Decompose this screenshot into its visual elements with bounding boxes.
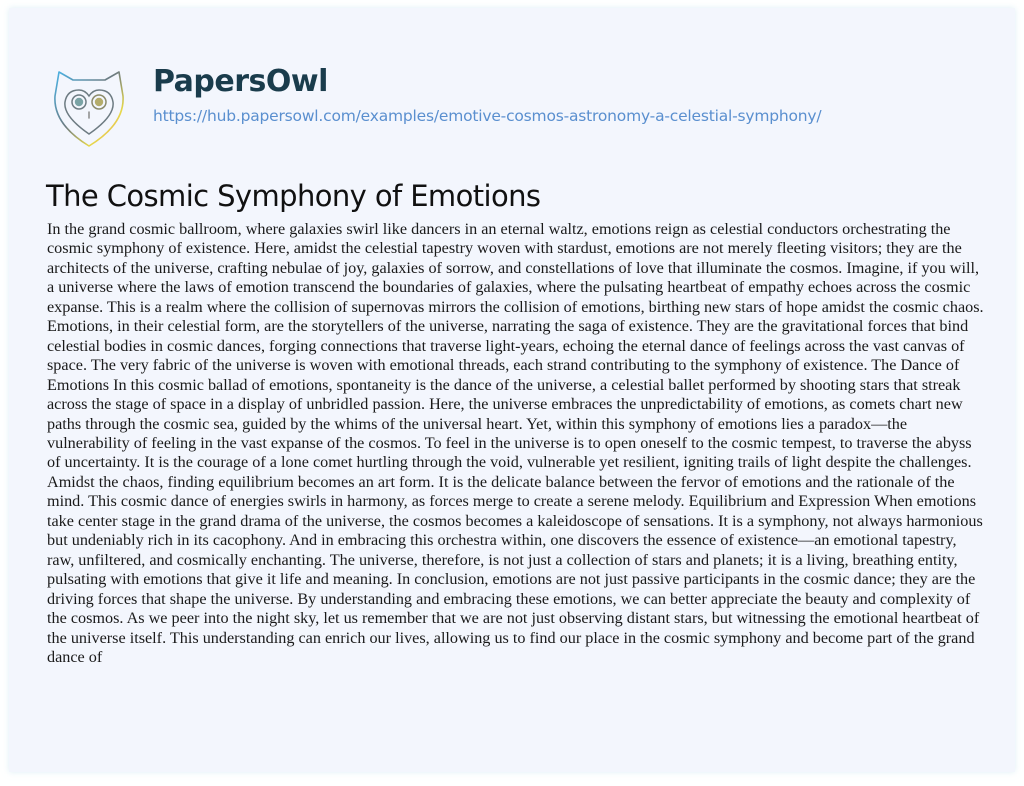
body-line: celestial bodies in cosmic dances, forging connections that traverse light-years, echoing the eternal dance of feelings across the vast canvas of <box>47 336 965 355</box>
body-line: paths through the cosmic sea, guided by the whims of the universal heart. Yet, within this symphony of emotions lies a paradox—the <box>47 414 908 433</box>
body-line: across the stage of space in a display of unbridled passion. Here, the universe embraces the unpredictability of emotions, as comets chart new <box>47 395 963 414</box>
body-line: architects of the universe, crafting nebulae of joy, galaxies of sorrow, and constellations of love that illuminate the cosmos. Imagine, if you will, <box>47 258 980 277</box>
body-line: Emotions In this cosmic ballad of emotions, spontaneity is the dance of the universe, a celestial ballet performed by shooting stars that streak <box>47 375 961 394</box>
body-line: the cosmos. As we peer into the night sky, let us remember that we are not just observing distant stars, but witnessing the emotional heartbeat of <box>47 609 980 628</box>
site-header <box>9 8 1015 168</box>
body-line: cosmic symphony of existence. Here, amidst the celestial tapestry woven with stardust, emotions are not merely fleeting visitors; they are the <box>47 239 962 258</box>
body-line: raw, unfiltered, and cosmically enchanting. The universe, therefore, is not just a collection of stars and planets; it is a living, breathing entity, <box>47 550 958 569</box>
body-line: take center stage in the grand drama of the universe, the cosmos becomes a kaleidoscope of sensations. It is a symphony, not always harmonious <box>47 511 983 530</box>
body-line: a universe where the laws of emotion transcend the boundaries of galaxies, where the pulsating heartbeat of empathy echoes across the cosmic <box>47 278 971 297</box>
body-line: vulnerability of feeling in the vast expanse of the cosmos. To feel in the universe is to open oneself to the cosmic tempest, to traverse the abyss <box>47 433 972 452</box>
page-url-link[interactable]: https://hub.papersowl.com/examples/emotive-cosmos-astronomy-a-celestial-symphony/ <box>153 107 822 125</box>
body-line: space. The very fabric of the universe is woven with emotional threads, each strand contributing to the symphony of existence. The Dance of <box>47 356 960 375</box>
body-line: mind. This cosmic dance of energies swirls in harmony, as forces merge to create a serene melody. Equilibrium and Expression When emotions <box>47 492 977 511</box>
body-line: dance of <box>47 647 103 666</box>
body-line: the universe itself. This understanding can enrich our lives, allowing us to find our place in the cosmic symphony and become part of the grand <box>47 628 975 647</box>
article-body <box>47 220 984 667</box>
brand-name[interactable]: PapersOwl <box>153 64 328 99</box>
body-line: driving forces that shape the universe. By understanding and embracing these emotions, we can better appreciate the beauty and complexity of <box>47 589 971 608</box>
body-line: Amidst the chaos, finding equilibrium becomes an art form. It is the delicate balance between the fervor of emotions and the rationale of the <box>47 472 955 491</box>
owl-logo-icon[interactable] <box>49 66 129 150</box>
body-line: Emotions, in their celestial form, are the storytellers of the universe, narrating the saga of existence. They are the gravitational forces that bind <box>47 317 969 336</box>
body-line: of uncertainty. It is the courage of a lone comet hurtling through the void, vulnerable yet resilient, igniting trails of light despite the challenges. <box>47 453 972 472</box>
page-card <box>9 8 1015 772</box>
body-line: pulsating with emotions that give it life and meaning. In conclusion, emotions are not just passive participants in the cosmic dance; they are the <box>47 570 976 589</box>
body-line: In the grand cosmic ballroom, where galaxies swirl like dancers in an eternal waltz, emotions reign as celestial conductors orchestrating the <box>47 220 951 238</box>
body-line: but undeniably rich in its cacophony. And in embracing this orchestra within, one discovers the essence of existence—an emotional tapestry, <box>47 531 957 550</box>
article-title: The Cosmic Symphony of Emotions <box>46 179 541 213</box>
body-line: expanse. This is a realm where the collision of supernovas mirrors the collision of emotions, birthing new stars of hope amidst the cosmic chaos. <box>47 297 984 316</box>
